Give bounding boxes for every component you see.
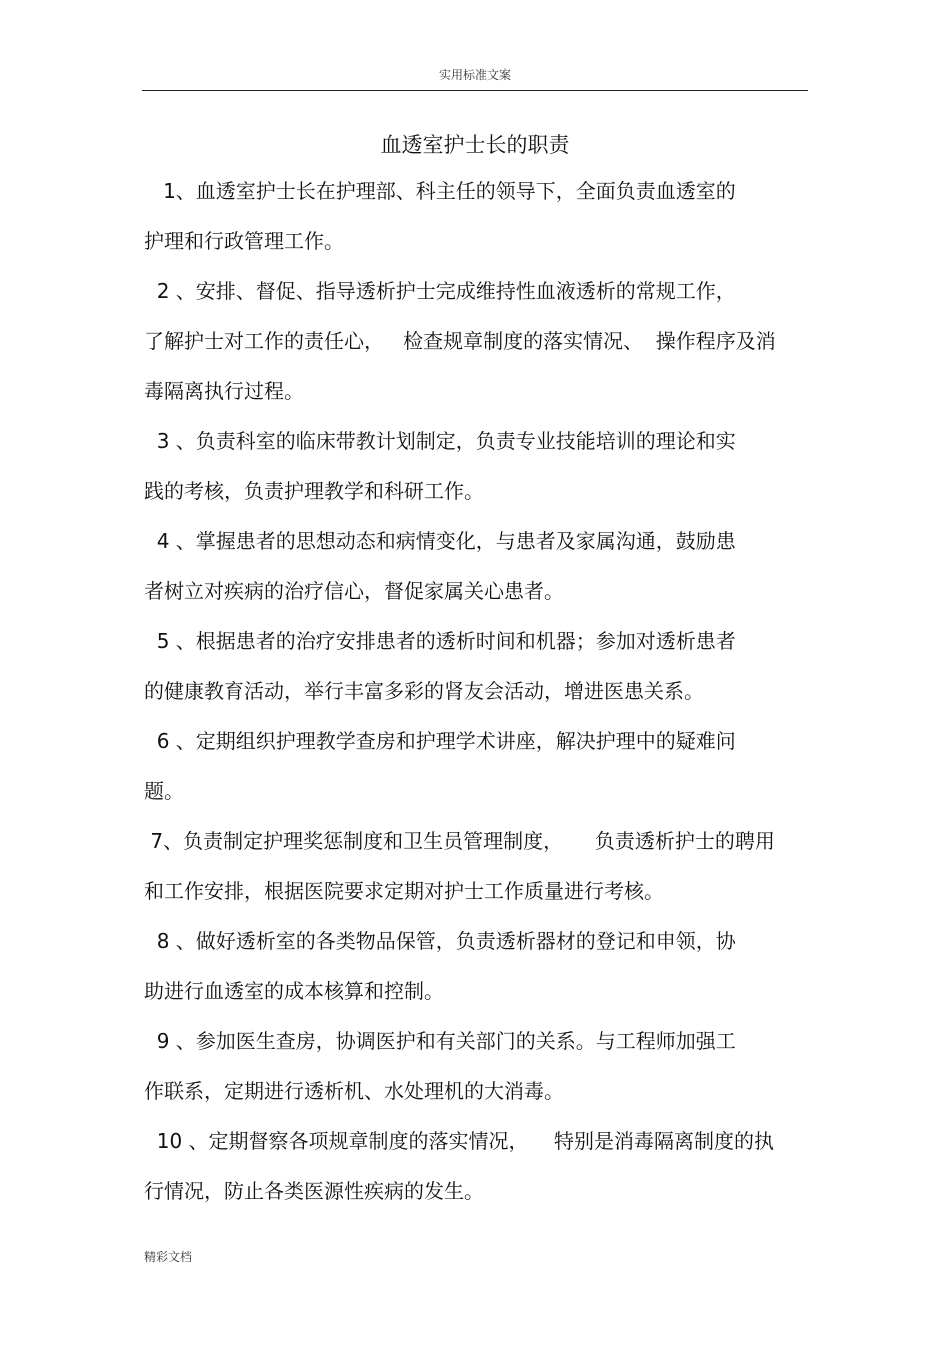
- body-line: 和工作安排，根据医院要求定期对护士工作质量进行考核。: [144, 879, 664, 903]
- body-line: 2 、安排、督促、指导透析护士完成维持性血液透析的常规工作，: [144, 279, 736, 303]
- body-line: 毒隔离执行过程。: [144, 379, 304, 403]
- body-line: 护理和行政管理工作。: [144, 229, 344, 253]
- body-line: 10 、定期督察各项规章制度的落实情况， 特别是消毒隔离制度的执: [144, 1129, 774, 1153]
- body-line: 的健康教育活动，举行丰富多彩的肾友会活动，增进医患关系。: [144, 679, 704, 703]
- body-line: 9 、参加医生查房，协调医护和有关部门的关系。与工程师加强工: [144, 1029, 736, 1053]
- body-line: 行情况，防止各类医源性疾病的发生。: [144, 1179, 484, 1203]
- body-line: 1、血透室护士长在护理部、科主任的领导下，全面负责血透室的: [144, 179, 736, 203]
- page-footer: 精彩文档: [144, 1250, 193, 1264]
- body-line: 助进行血透室的成本核算和控制。: [144, 979, 444, 1003]
- body-line: 8 、做好透析室的各类物品保管，负责透析器材的登记和申领，协: [144, 929, 736, 953]
- page-header: 实用标准文案: [438, 68, 511, 82]
- body-line: 4 、掌握患者的思想动态和病情变化，与患者及家属沟通，鼓励患: [144, 529, 736, 553]
- body-line: 题。: [144, 779, 184, 803]
- body-line: 作联系，定期进行透析机、水处理机的大消毒。: [144, 1079, 564, 1103]
- body-line: 3 、负责科室的临床带教计划制定，负责专业技能培训的理论和实: [144, 429, 736, 453]
- body-line: 7、负责制定护理奖惩制度和卫生员管理制度， 负责透析护士的聘用: [144, 829, 775, 853]
- body-line: 5 、根据患者的治疗安排患者的透析时间和机器；参加对透析患者: [144, 629, 736, 653]
- body-line: 6 、定期组织护理教学查房和护理学术讲座，解决护理中的疑难问: [144, 729, 736, 753]
- body-line: 践的考核，负责护理教学和科研工作。: [144, 479, 484, 503]
- header-rule: [142, 90, 808, 91]
- body-line: 者树立对疾病的治疗信心，督促家属关心患者。: [144, 579, 564, 603]
- body-line: 了解护士对工作的责任心， 检查规章制度的落实情况、 操作程序及消: [144, 329, 776, 353]
- document-title: 血透室护士长的职责: [380, 133, 570, 157]
